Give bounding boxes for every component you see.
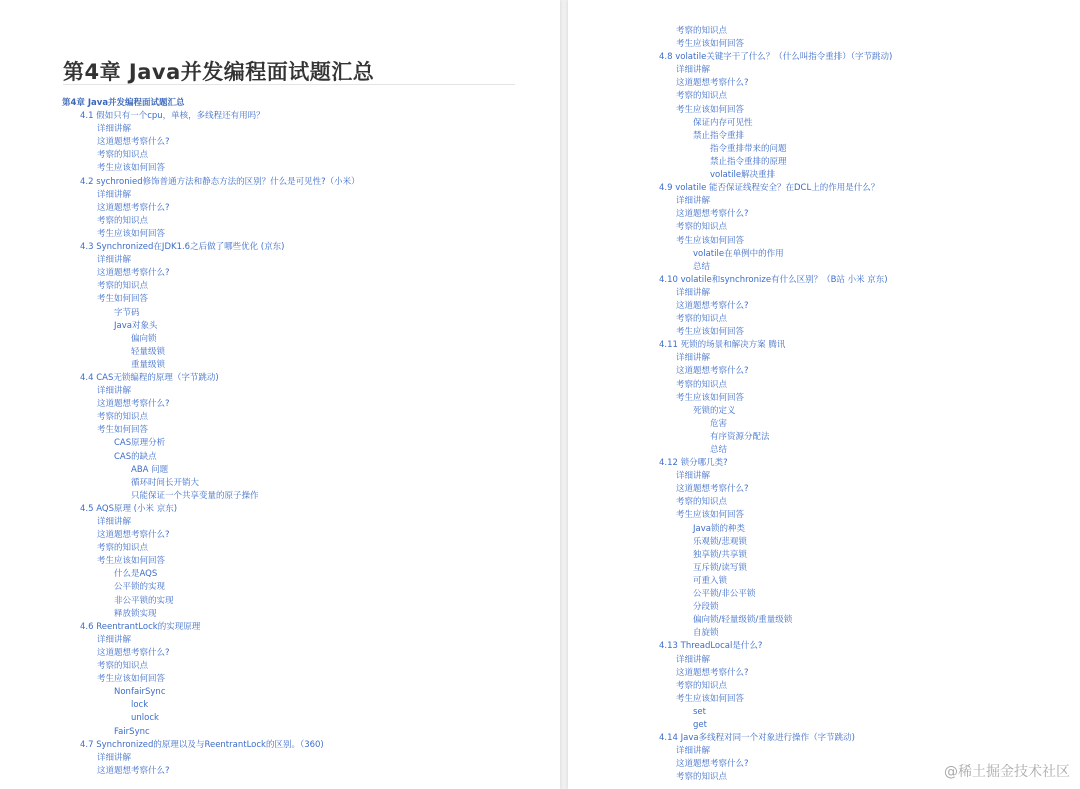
toc-entry-link[interactable]: unlock [131,713,159,724]
toc-entry-link[interactable]: 这道题想考察什么? [676,484,749,495]
toc-entry-link[interactable]: 循环时间长开销大 [131,477,200,488]
toc-entry-link[interactable]: set [693,706,706,717]
toc-entry-link[interactable]: 详细讲解 [97,517,132,527]
toc-entry-link[interactable]: 详细讲解 [676,746,711,757]
toc-entry-link[interactable]: 总结 [710,445,728,455]
toc-entry-link[interactable]: 公平锁/非公平锁 [693,589,756,600]
toc-entry-link[interactable]: 考生应该如何回答 [676,327,745,338]
toc-entry-link[interactable]: CAS的缺点 [114,451,157,462]
toc-entry-link[interactable]: 分段锁 [693,602,719,613]
toc-entry-link[interactable]: 乐观锁/悲观锁 [693,536,747,547]
toc-entry-link[interactable]: 考察的知识点 [676,222,728,233]
toc-entry-link[interactable]: 有序资源分配法 [710,431,770,442]
toc-entry-link[interactable]: 这道题想考察什么? [97,765,170,776]
toc-entry-link[interactable]: 考生应该如何回答 [97,556,166,567]
toc-heading-link[interactable]: 4.5 AQS原理 (小米 京东) [80,503,178,514]
toc-entry-link[interactable]: 字节码 [114,307,140,318]
toc-entry-link[interactable]: CAS原理分析 [114,438,166,449]
chapter-title: 第4章 Java并发编程面试题汇总 [63,60,375,84]
toc-entry-link[interactable]: ABA 问题 [131,464,169,475]
toc-entry-link[interactable]: 这道题想考察什么? [97,530,170,541]
toc-entry-link[interactable]: volatile解决重排 [710,170,776,181]
toc-entry-link[interactable]: 禁止指令重排的原理 [710,156,787,167]
toc-entry-link[interactable]: 保证内存可见性 [693,117,753,128]
toc-entry-link[interactable]: 这道题想考察什么? [676,366,749,377]
toc-entry-link[interactable]: 这道题想考察什么? [97,399,170,410]
toc-entry-link[interactable]: 详细讲解 [676,196,711,207]
toc-entry-link[interactable]: get [693,719,707,730]
toc-entry-link[interactable]: 考生应该如何回答 [97,163,166,174]
toc-entry-link[interactable]: 详细讲解 [97,752,132,763]
toc-heading-link[interactable]: 4.1 假如只有一个cpu，单核，多线程还有用吗？ [80,111,265,122]
toc-entry-link[interactable]: 这道题想考察什么? [676,300,749,311]
toc-entry-link[interactable]: 考察的知识点 [676,314,728,325]
toc-entry-link[interactable]: 详细讲解 [97,255,132,266]
toc-entry-link[interactable]: 可重入锁 [693,575,728,586]
toc-heading-link[interactable]: 4.10 volatile和synchronize有什么区别？（B站 小米 京东) [659,274,888,285]
toc-heading-link[interactable]: 4.14 Java多线程对同一个对象进行操作（字节跳动) [659,733,855,744]
document-page-right [568,0,1080,789]
toc-entry-link[interactable]: 考察的知识点 [97,215,149,226]
toc-entry-link[interactable]: 考生应该如何回答 [676,235,745,246]
toc-entry-link[interactable]: 详细讲解 [97,189,132,200]
toc-entry-link[interactable]: 禁止指令重排 [693,130,745,141]
toc-entry-link[interactable]: 总结 [693,261,711,272]
toc-entry-link[interactable]: 死锁的定义 [693,405,736,416]
toc-entry-link[interactable]: 考生应该如何回答 [676,39,745,50]
toc-heading-link[interactable]: 4.13 ThreadLocal是什么? [659,641,763,652]
toc-entry-link[interactable]: 这道题想考察什么? [676,667,749,678]
table-of-contents-left [0,97,560,778]
toc-entry-link[interactable]: 详细讲解 [97,386,132,397]
toc-entry-link[interactable]: 公平锁的实现 [114,582,166,593]
toc-entry-link[interactable]: 考察的知识点 [97,412,149,423]
toc-heading-link[interactable]: 4.4 CAS无锁编程的原理（字节跳动) [80,372,219,383]
toc-heading-link[interactable]: 4.2 sychronied修饰普通方法和静态方法的区别？什么是可见性?（小米） [80,176,360,187]
toc-entry-link[interactable]: 详细讲解 [676,654,711,665]
toc-heading-link[interactable]: 4.6 ReentrantLock的实现原理 [80,621,201,632]
toc-entry-link[interactable]: 只能保证一个共享变量的原子操作 [131,490,259,501]
toc-heading-link[interactable]: 4.11 死锁的场景和解决方案 腾讯 [659,340,786,351]
toc-entry-link[interactable]: 考察的知识点 [676,91,728,102]
toc-entry-link[interactable]: 考察的知识点 [97,281,149,292]
toc-entry-link[interactable]: 考生应该如何回答 [97,674,166,685]
toc-entry-link[interactable]: 考生应该如何回答 [97,228,166,239]
toc-entry-link[interactable]: 重量级锁 [131,359,166,370]
toc-entry-link[interactable]: 考生应该如何回答 [676,693,745,704]
toc-entry-link[interactable]: 考生应该如何回答 [676,510,745,521]
toc-entry-link[interactable]: 详细讲解 [676,65,711,76]
toc-entry-link[interactable]: 考生如何回答 [97,294,149,305]
toc-entry-link[interactable]: 考生应该如何回答 [676,104,745,115]
toc-entry-link[interactable]: 考察的知识点 [676,772,728,783]
toc-entry-link[interactable]: 偏向锁 [131,333,157,344]
toc-entry-link[interactable]: 考察的知识点 [676,379,728,390]
toc-heading-link[interactable]: 第4章 Java并发编程面试题汇总 [62,98,185,108]
toc-entry-link[interactable]: 轻量级锁 [131,346,166,357]
toc-entry-link[interactable]: 非公平锁的实现 [114,595,174,606]
toc-entry-link[interactable]: NonfairSync [114,687,166,698]
toc-entry-link[interactable]: 详细讲解 [97,634,132,645]
toc-entry-link[interactable]: 这道题想考察什么? [676,78,749,89]
toc-entry-link[interactable]: 考察的知识点 [97,150,149,161]
toc-entry-link[interactable]: 这道题想考察什么? [676,759,749,770]
toc-entry-link[interactable]: 考察的知识点 [676,26,728,36]
toc-entry-link[interactable]: 详细讲解 [676,353,711,364]
toc-heading-link[interactable]: 4.8 volatile关键字干了什么？（什么叫指令重排）（字节跳动) [659,52,893,63]
toc-heading-link[interactable]: 4.3 Synchronized在JDK1.6之后做了哪些优化 (京东) [80,242,285,253]
toc-heading-link[interactable]: 4.9 volatile 能否保证线程安全？在DCL上的作用是什么？ [659,183,880,194]
toc-entry-link[interactable]: volatile在单例中的作用 [693,248,784,259]
toc-entry-link[interactable]: 考察的知识点 [97,661,149,672]
toc-entry-link[interactable]: lock [131,700,149,711]
toc-entry-link[interactable]: Java锁的种类 [693,523,745,534]
toc-entry-link[interactable]: 这道题想考察什么? [97,137,170,148]
toc-entry-link[interactable]: 详细讲解 [676,287,711,298]
toc-entry-link[interactable]: 什么是AQS [114,569,158,580]
toc-entry-link[interactable]: 偏向锁/轻量级锁/重量级锁 [693,615,793,626]
toc-entry-link[interactable]: 考察的知识点 [97,543,149,554]
toc-entry-link[interactable]: 考生如何回答 [97,425,149,436]
toc-entry-link[interactable]: 详细讲解 [97,124,132,135]
toc-heading-link[interactable]: 4.12 锁分哪几类? [659,458,728,469]
toc-entry-link[interactable]: Java对象头 [114,320,158,331]
toc-entry-link[interactable]: 指令重排带来的问题 [710,143,787,154]
toc-entry-link[interactable]: 这道题想考察什么? [676,209,749,220]
toc-entry-link[interactable]: 考察的知识点 [676,680,728,691]
toc-entry-link[interactable]: 自旋锁 [693,628,719,639]
toc-entry-link[interactable]: 这道题想考察什么? [97,268,170,279]
watermark: @稀土掘金技术社区 [944,764,1070,780]
toc-heading-link[interactable]: 4.7 Synchronized的原理以及与ReentrantLock的区别。（360) [80,739,324,750]
toc-entry-link[interactable]: 考察的知识点 [676,497,728,508]
toc-entry-link[interactable]: 释放锁实现 [114,608,157,619]
toc-entry-link[interactable]: 这道题想考察什么? [97,647,170,658]
toc-entry-link[interactable]: 危害 [710,418,728,429]
title-divider [63,84,515,85]
toc-entry-link[interactable]: FairSync [114,726,150,737]
toc-entry-link[interactable]: 详细讲解 [676,471,711,482]
toc-entry-link[interactable]: 考生应该如何回答 [676,392,745,403]
toc-entry-link[interactable]: 互斥锁/读写锁 [693,562,747,573]
toc-entry-link[interactable]: 独享锁/共享锁 [693,549,747,560]
toc-entry-link[interactable]: 这道题想考察什么? [97,202,170,213]
table-of-contents-right [568,25,1080,784]
